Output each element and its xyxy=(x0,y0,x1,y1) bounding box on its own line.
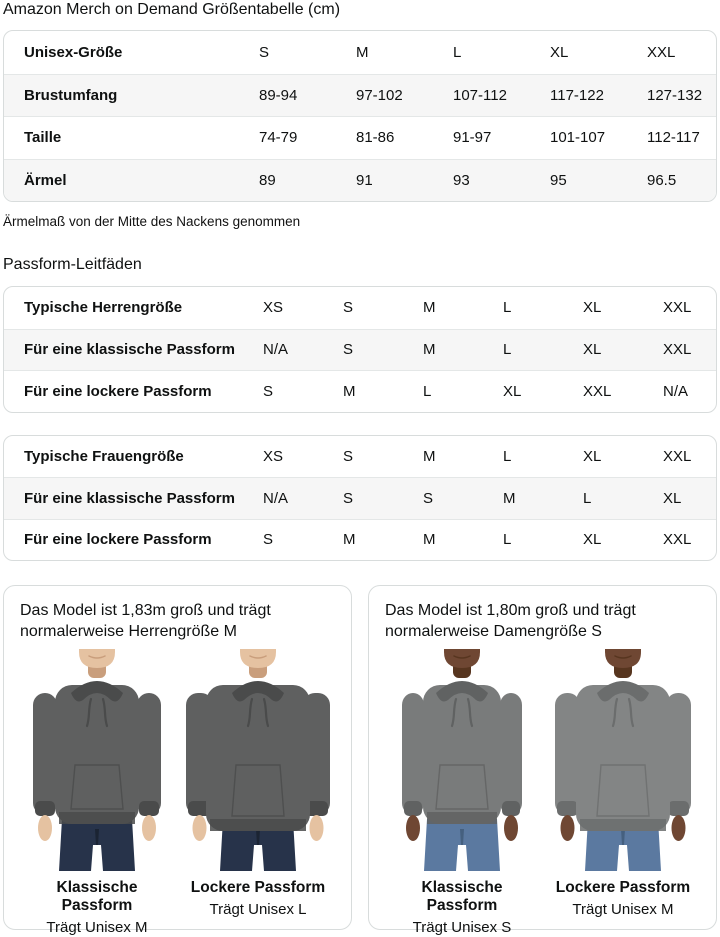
womens-fit-table xyxy=(3,435,717,562)
table-row xyxy=(4,370,716,412)
row-label: Unisex-Größe xyxy=(24,43,123,61)
size-value-cell: M xyxy=(423,447,436,465)
male-model-card-title: Das Model ist 1,83m groß und trägt normalerweise Herrengröße M xyxy=(20,602,271,640)
size-value-cell: N/A xyxy=(263,489,289,507)
sleeve-measure-note: Ärmelmaß von der Mitte des Nackens genommen xyxy=(3,214,301,229)
row-label: Typische Herrengröße xyxy=(24,299,183,317)
size-value-cell: L xyxy=(503,341,512,359)
row-label: Typische Frauengröße xyxy=(24,447,184,465)
size-value-cell: M xyxy=(423,341,436,359)
size-value-cell: L xyxy=(503,447,512,465)
size-value-cell: M xyxy=(423,531,436,549)
size-value-cell: S xyxy=(343,341,354,359)
worn-size-label: Trägt Unisex M xyxy=(572,901,674,918)
size-value-cell: L xyxy=(423,382,432,400)
fit-type-label: Lockere Passform xyxy=(190,879,326,896)
size-value-cell: 101-107 xyxy=(550,129,606,147)
table-row xyxy=(4,159,716,202)
size-value-cell: S xyxy=(423,489,434,507)
size-value-cell: S xyxy=(343,489,354,507)
size-value-cell: XS xyxy=(263,447,284,465)
worn-size-label: Trägt Unisex S xyxy=(412,919,512,936)
size-value-cell: S xyxy=(343,447,354,465)
size-value-cell: N/A xyxy=(263,341,289,359)
size-value-cell: XL xyxy=(583,531,602,549)
model-figure xyxy=(385,649,539,937)
male-model-figures xyxy=(20,649,335,937)
table-row xyxy=(4,477,716,519)
size-value-cell: L xyxy=(503,531,512,549)
size-value-cell: XL xyxy=(503,382,522,400)
size-value-cell: XL xyxy=(663,489,682,507)
size-value-cell: 95 xyxy=(550,171,567,189)
female-model-card xyxy=(368,585,717,936)
size-value-cell: L xyxy=(453,43,462,61)
size-value-cell: M xyxy=(503,489,516,507)
page-title: Amazon Merch on Demand Größentabelle (cm) xyxy=(3,1,341,18)
fit-type-label: Klassische Passform xyxy=(421,879,503,914)
size-value-cell: 89 xyxy=(259,171,276,189)
row-label: Für eine klassische Passform xyxy=(24,489,235,507)
table-row xyxy=(4,329,716,371)
worn-size-label: Trägt Unisex L xyxy=(209,901,307,918)
size-value-cell: 127-132 xyxy=(647,86,703,104)
mens-fit-table xyxy=(3,286,717,413)
female-model-card-title: Das Model ist 1,80m groß und trägt normalerweise Damengröße S xyxy=(385,602,636,640)
size-value-cell: XXL xyxy=(663,531,692,549)
model-photo-loose-fit xyxy=(548,649,698,871)
row-label: Für eine lockere Passform xyxy=(24,531,212,549)
size-value-cell: 112-117 xyxy=(647,129,700,147)
row-label: Brustumfang xyxy=(24,86,118,104)
size-value-cell: XXL xyxy=(647,43,676,61)
table-row xyxy=(4,116,716,159)
size-value-cell: 81-86 xyxy=(356,129,395,147)
row-label: Für eine klassische Passform xyxy=(24,341,235,359)
size-value-cell: L xyxy=(503,299,512,317)
size-value-cell: 91 xyxy=(356,171,373,189)
size-value-cell: 93 xyxy=(453,171,470,189)
size-value-cell: S xyxy=(343,299,354,317)
size-value-cell: M xyxy=(343,531,356,549)
size-value-cell: M xyxy=(343,382,356,400)
size-value-cell: 74-79 xyxy=(259,129,298,147)
worn-size-label: Trägt Unisex M xyxy=(46,919,148,936)
model-photo-classic-fit xyxy=(387,649,537,871)
model-photo-loose-fit xyxy=(183,649,333,871)
table-row xyxy=(4,436,716,478)
model-photo-classic-fit xyxy=(22,649,172,871)
table-row xyxy=(4,287,716,329)
row-label: Ärmel xyxy=(24,171,67,189)
female-model-figures xyxy=(385,649,700,937)
size-value-cell: 89-94 xyxy=(259,86,298,104)
size-value-cell: M xyxy=(356,43,369,61)
size-value-cell: XL xyxy=(550,43,569,61)
size-value-cell: 91-97 xyxy=(453,129,492,147)
male-model-card xyxy=(3,585,352,936)
unisex-size-table xyxy=(3,30,717,202)
model-figure xyxy=(546,649,700,937)
table-row xyxy=(4,74,716,117)
table-row xyxy=(4,519,716,561)
size-value-cell: M xyxy=(423,299,436,317)
size-value-cell: S xyxy=(263,531,274,549)
fit-type-label: Klassische Passform xyxy=(56,879,138,914)
fit-type-label: Lockere Passform xyxy=(555,879,691,896)
size-value-cell: L xyxy=(583,489,592,507)
size-value-cell: 107-112 xyxy=(453,86,507,104)
size-value-cell: 97-102 xyxy=(356,86,403,104)
size-value-cell: XXL xyxy=(663,299,692,317)
size-value-cell: S xyxy=(259,43,270,61)
size-value-cell: XXL xyxy=(583,382,612,400)
table-row xyxy=(4,31,716,74)
model-figure xyxy=(181,649,335,937)
size-value-cell: XXL xyxy=(663,341,692,359)
size-value-cell: XL xyxy=(583,341,602,359)
fit-guides-title: Passform-Leitfäden xyxy=(3,256,142,273)
size-value-cell: XS xyxy=(263,299,284,317)
size-value-cell: 96.5 xyxy=(647,171,677,189)
row-label: Taille xyxy=(24,129,62,147)
size-value-cell: XL xyxy=(583,447,602,465)
size-value-cell: XL xyxy=(583,299,602,317)
model-cards xyxy=(3,585,717,936)
size-value-cell: N/A xyxy=(663,382,689,400)
row-label: Für eine lockere Passform xyxy=(24,382,212,400)
size-value-cell: 117-122 xyxy=(550,86,604,104)
model-figure xyxy=(20,649,174,937)
size-value-cell: S xyxy=(263,382,274,400)
size-value-cell: XXL xyxy=(663,447,692,465)
